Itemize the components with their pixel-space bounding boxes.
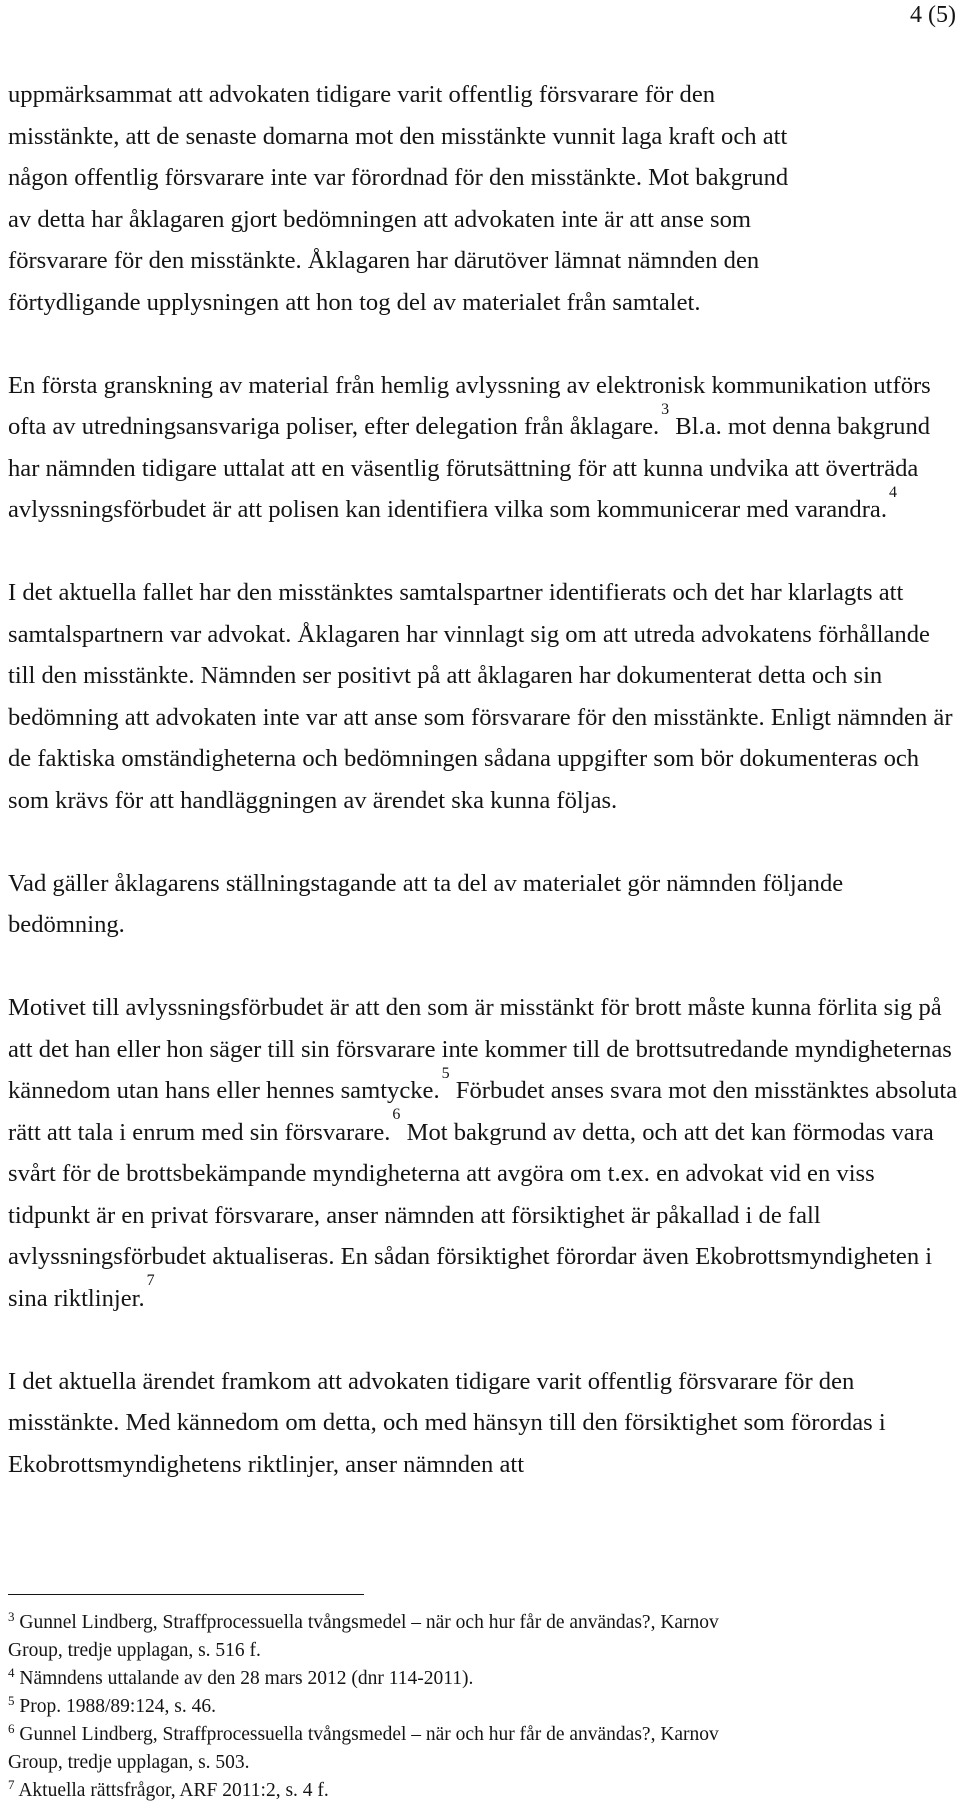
footnote-number: 6 bbox=[8, 1721, 15, 1736]
footnote-5 bbox=[8, 1693, 958, 1721]
page-number: 4 (5) bbox=[910, 2, 956, 28]
footnote-text: Gunnel Lindberg, Straffprocessuella tvångsmedel – när och hur får de användas?, Karnov bbox=[19, 1724, 719, 1745]
paragraph-5 bbox=[8, 987, 958, 1319]
footnote-7 bbox=[8, 1777, 958, 1805]
footnote-ref-3[interactable]: 3 bbox=[661, 400, 670, 418]
footnote-number: 7 bbox=[8, 1777, 15, 1792]
footnote-ref-5[interactable]: 5 bbox=[441, 1064, 450, 1082]
footnote-ref-6[interactable]: 6 bbox=[392, 1106, 401, 1124]
footnote-ref-7[interactable]: 7 bbox=[146, 1272, 155, 1290]
footnote-3-continued: Group, tredje upplagan, s. 516 f. bbox=[8, 1640, 261, 1661]
paragraph-text: Mot bakgrund av detta, och att det kan förmodas vara svårt för de brottsbekämpande myndigheterna att avgöra om t.ex. en advokat vid en viss tidpunkt är en privat försvarare, anser nämnden att försiktighet är påkallad i de fall avlyssningsförbudet aktualiseras. En sådan försiktighet förordar även Ekobrottsmyndigheten i sina riktlinjer. bbox=[8, 1118, 934, 1312]
paragraph-text: Bl.a. mot denna bakgrund har nämnden tidigare uttalat att en väsentlig förutsättning för att kunna undvika att överträda avlyssningsförbudet är att polisen kan identifiera vilka som kommunicerar med varandra. bbox=[8, 413, 931, 523]
footnote-text: Aktuella rättsfrågor, ARF 2011:2, s. 4 f. bbox=[18, 1780, 329, 1801]
paragraph-line: någon offentlig försvarare inte var förordnad för den misstänkte. Mot bakgrund bbox=[8, 164, 789, 191]
paragraph-3: I det aktuella fallet har den misstänktes samtalspartner identifierats och det har klarlagts att samtalspartnern var advokat. Åklagaren har vinnlagt sig om att utreda advokatens förhållande till den misstänkte. Nämnden ser positivt på att åklagaren har dokumenterat detta och sin bedömning att advokaten inte var att anse som försvarare för den misstänkte. Enligt nämnden är de faktiska omständigheterna och bedömningen sådana uppgifter som bör dokumenteras och som krävs för att handläggningen av ärendet ska kunna följas. bbox=[8, 579, 953, 814]
paragraph-line: av detta har åklagaren gjort bedömningen att advokaten inte är att anse som bbox=[8, 205, 752, 233]
paragraph-line: försvarare för den misstänkte. Åklagaren har därutöver lämnat nämnden den bbox=[8, 247, 760, 274]
footnote-6-continued: Group, tredje upplagan, s. 503. bbox=[8, 1752, 250, 1773]
footnote-ref-4[interactable]: 4 bbox=[888, 483, 897, 501]
paragraph-text: En första granskning av material från hemlig avlyssning av elektronisk kommunikation utförs ofta av utredningsansvariga poliser, efter delegation från åklagare. bbox=[8, 371, 931, 440]
footnote-text: Gunnel Lindberg, Straffprocessuella tvångsmedel – när och hur får de användas?, Karnov bbox=[19, 1612, 719, 1633]
paragraph-text: Motivet till avlyssningsförbudet är att den som är misstänkt för brott måste kunna förlita sig på att det han eller hon säger till sin försvarare inte kommer till de brottsutredande myndigheternas kännedom utan hans eller hennes samtycke. bbox=[8, 994, 952, 1104]
footnotes bbox=[8, 1609, 958, 1805]
footnote-4 bbox=[8, 1665, 958, 1693]
paragraph-line: uppmärksammat att advokaten tidigare varit offentlig försvarare för den bbox=[8, 81, 716, 108]
body-text bbox=[8, 74, 958, 1485]
paragraph-1 bbox=[8, 74, 958, 323]
footnote-text: Nämndens uttalande av den 28 mars 2012 (dnr 114-2011). bbox=[19, 1668, 474, 1689]
footnote-number: 5 bbox=[8, 1693, 15, 1708]
paragraph-6: I det aktuella ärendet framkom att advokaten tidigare varit offentlig försvarare för den misstänkte. Med kännedom om detta, och med hänsyn till den försiktighet som förordas i Ekobrottsmyndighetens riktlinjer, anser nämnden att bbox=[8, 1367, 886, 1478]
footnote-number: 3 bbox=[8, 1609, 15, 1624]
footnote-number: 4 bbox=[8, 1665, 15, 1680]
paragraph-4: Vad gäller åklagarens ställningstagande att ta del av materialet gör nämnden följande bedömning. bbox=[8, 869, 844, 938]
paragraph-line: förtydligande upplysningen att hon tog del av materialet från samtalet. bbox=[8, 288, 701, 316]
paragraph-line: misstänkte, att de senaste domarna mot den misstänkte vunnit laga kraft och att bbox=[8, 122, 788, 150]
footnote-6 bbox=[8, 1721, 958, 1749]
footnote-separator bbox=[8, 1594, 364, 1595]
paragraph-text: Förbudet anses svara mot den misstänktes absoluta rätt att tala i enrum med sin försvarare. bbox=[8, 1077, 958, 1146]
footnote-text: Prop. 1988/89:124, s. 46. bbox=[19, 1696, 217, 1717]
paragraph-2 bbox=[8, 365, 958, 531]
footnote-3 bbox=[8, 1609, 958, 1637]
